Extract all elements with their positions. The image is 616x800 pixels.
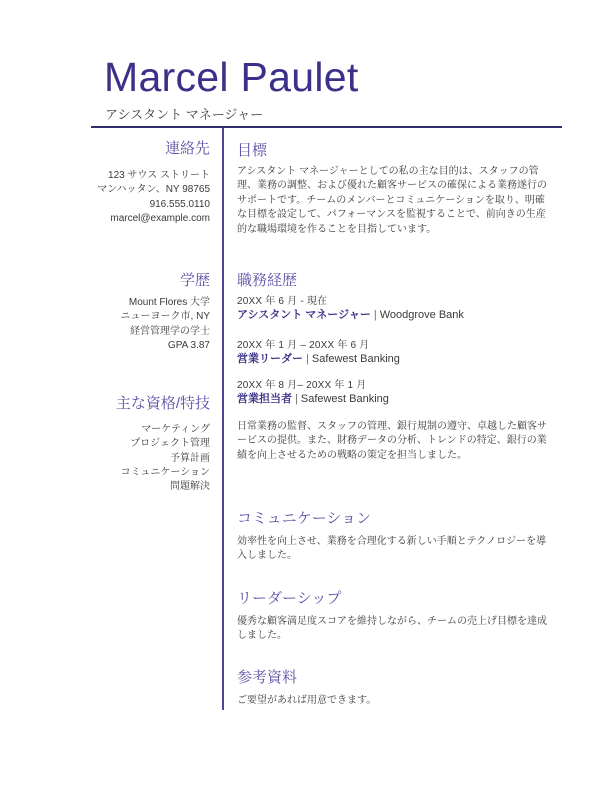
experience-role: 営業担当者: [237, 393, 292, 405]
experience-entry: [237, 295, 549, 323]
role-company-separator: |: [306, 353, 309, 365]
objective-section-title: 目標: [237, 142, 268, 159]
references-section-title: 参考資料: [237, 669, 298, 686]
experience-role-line: [237, 392, 549, 407]
header-rule: [91, 126, 562, 128]
experience-company: Safewest Banking: [300, 393, 389, 405]
skill-item: 問題解決: [170, 481, 210, 493]
references-text: ご要望があれば用意できます。: [237, 695, 377, 706]
experience-dates: 20XX 年 1 月 – 20XX 年 6 月: [237, 340, 370, 351]
education-gpa: GPA 3.87: [167, 339, 210, 351]
education-details: [85, 296, 210, 353]
experience-role: アシスタント マネージャー: [237, 309, 371, 321]
experience-entry: [237, 339, 549, 367]
experience-role: 営業リーダー: [237, 353, 303, 365]
column-divider: [222, 128, 224, 710]
experience-entry: [237, 379, 549, 407]
role-company-separator: |: [295, 393, 298, 405]
experience-role-line: [237, 352, 549, 367]
education-location: ニューヨーク市, NY: [120, 311, 210, 323]
communication-text: 効率性を向上させ、業務を合理化する新しい手順とテクノロジーを導入しました。: [237, 536, 547, 562]
contact-email: marcel@example.com: [110, 212, 210, 224]
experience-company: Woodgrove Bank: [379, 309, 464, 321]
person-name: Marcel Paulet: [104, 54, 359, 100]
objective-text: アシスタント マネージャーとしての私の主な目的は、スタッフの管理、業務の調整、および優れた顧客サービスの確保による業務遂行のサポートです。チームのメンバーとコミュニケーションを取り、明確な目標を設定して、パフォーマンスを監視することで、前向きの生産的な職場環境を作ることを目指しています。: [237, 166, 547, 235]
experience-role-line: [237, 308, 549, 323]
experience-section-title: 職務経歴: [237, 272, 298, 289]
experience-company: Safewest Banking: [311, 353, 400, 365]
contact-details: [85, 169, 210, 226]
experience-dates: 20XX 年 6 月 - 現在: [237, 296, 328, 307]
skill-item: マーケティング: [141, 424, 210, 435]
skills-section-title: 主な資格/特技: [115, 395, 210, 412]
education-school: Mount Flores 大学: [128, 297, 210, 308]
leadership-text: 優秀な顧客満足度スコアを維持しながら、チームの売上げ目標を達成しました。: [237, 616, 547, 642]
person-job-title: アシスタント マネージャー: [105, 107, 264, 122]
contact-phone: 916.555.0110: [149, 198, 210, 210]
experience-dates: 20XX 年 8 月– 20XX 年 1 月: [237, 380, 367, 391]
role-company-separator: |: [373, 309, 377, 321]
leadership-section-title: リーダーシップ: [237, 590, 342, 607]
experience-summary: 日常業務の監督、スタッフの管理、銀行規制の遵守、卓越した顧客サービスの提供。また、財務データの分析、トレンドの特定、銀行の業績を向上させるための戦略の策定を担当しました。: [237, 421, 547, 461]
contact-city: マンハッタン、NY 98765: [97, 184, 210, 196]
education-degree: 経営管理学の学士: [130, 325, 210, 337]
skill-item: 予算計画: [170, 452, 210, 464]
skill-item: プロジェクト管理: [130, 438, 210, 450]
skill-item: コミュニケーション: [120, 466, 210, 478]
contact-section-title: 連絡先: [164, 140, 210, 157]
skills-list: [85, 423, 210, 494]
communication-section-title: コミュニケーション: [237, 510, 372, 527]
education-section-title: 学歴: [179, 272, 210, 289]
contact-street: 123 サウス ストリート: [108, 170, 210, 181]
